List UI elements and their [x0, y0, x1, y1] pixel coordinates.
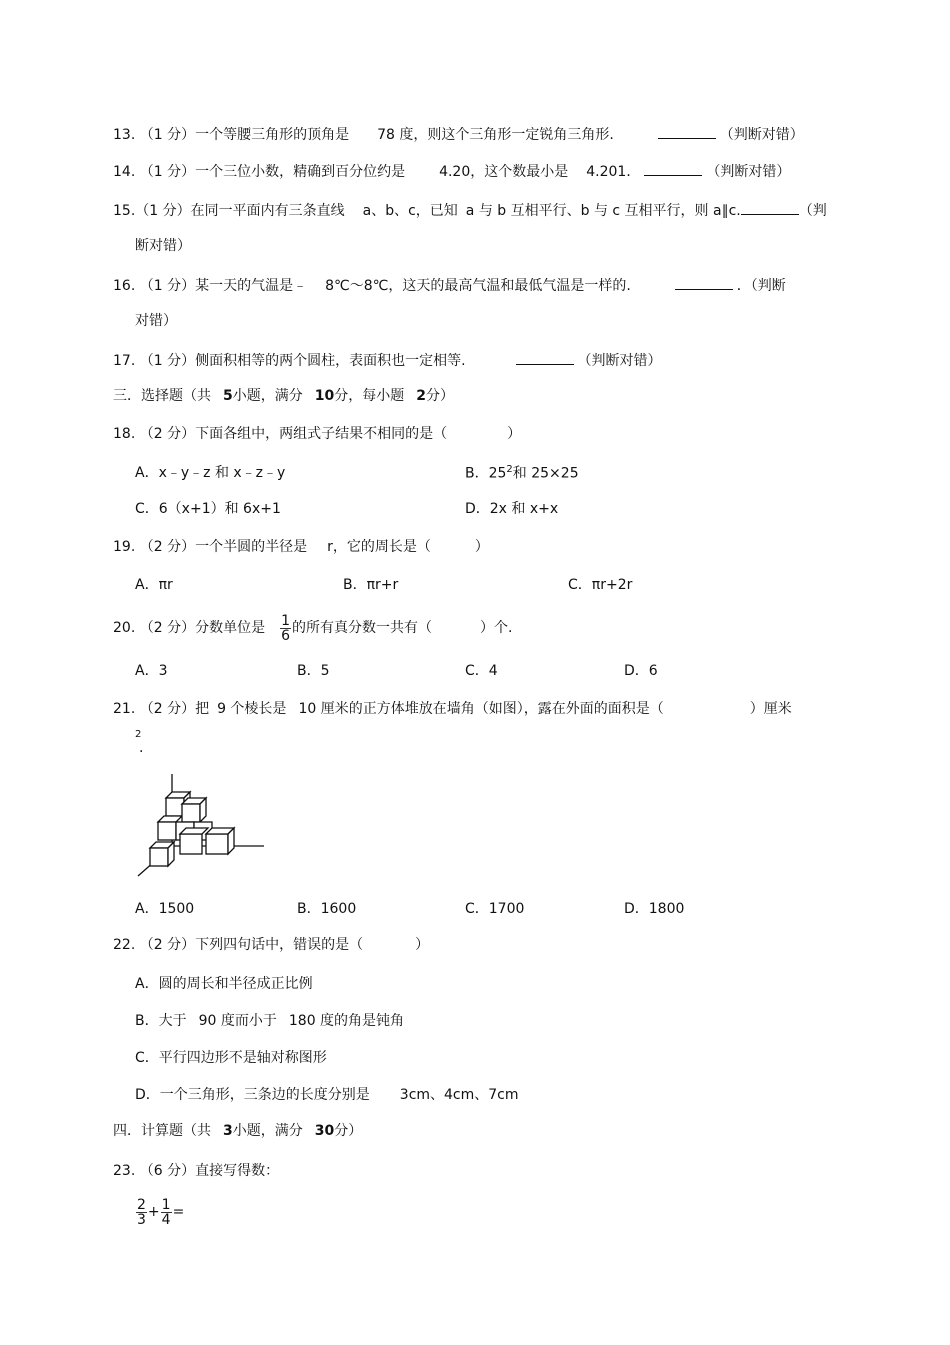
equals-sign: = [172, 1204, 185, 1220]
question-text: （1 分）一个等腰三角形的顶角是 [139, 127, 350, 143]
question-text: （1 分）在同一平面内有三条直线 [135, 203, 345, 219]
question-number: 15. [113, 203, 136, 219]
question-text: （2 分）下列四句话中，错误的是（ [139, 937, 364, 953]
option-22-d[interactable] [135, 1085, 519, 1105]
option-20-d[interactable]: D．6 [624, 663, 658, 679]
option-20-a[interactable]: A．3 [135, 663, 168, 679]
answer-blank[interactable] [516, 350, 574, 365]
answer-blank[interactable] [658, 124, 716, 139]
section-3-heading [113, 386, 454, 406]
question-text: ）厘米 [749, 701, 792, 717]
option-text: 和 25×25 [512, 465, 579, 482]
question-text: （2 分）下面各组中，两组式子结果不相同的是（ [139, 426, 448, 442]
cube [206, 834, 228, 854]
stacked-cubes-figure [136, 772, 266, 882]
cube [158, 816, 182, 822]
numerator: 2 [137, 1196, 146, 1213]
question-number: 17. [113, 353, 136, 369]
question-text: （1 分）某一天的气温是﹣ [139, 278, 308, 294]
section-per: 2 [416, 388, 426, 404]
question-16 [113, 275, 786, 296]
question-15-cont: 断对错） [135, 238, 191, 254]
question-20 [113, 612, 512, 644]
question-text: 10 厘米的正方体堆放在墙角（如图），露在外面的面积是（ [298, 701, 664, 717]
question-15 [113, 200, 827, 221]
section-count: 3 [223, 1123, 233, 1139]
question-text: ） [507, 426, 522, 442]
section-score: 10 [314, 388, 335, 404]
plus-sign: + [147, 1204, 160, 1220]
judge-label: （判断对错） [719, 127, 804, 143]
question-number: 18. [113, 426, 136, 442]
question-17 [113, 350, 662, 371]
question-text: ） [415, 937, 430, 953]
question-text: 的所有真分数一共有（ [292, 620, 432, 636]
denominator: 4 [161, 1211, 171, 1228]
judge-label: ．（判断 [736, 278, 786, 294]
section-text: 分） [425, 388, 454, 404]
question-text: （2 分）分数单位是 [139, 620, 266, 636]
numerator: 1 [281, 612, 290, 629]
question-14 [113, 161, 790, 182]
sentence-end: . [139, 740, 144, 756]
question-text: a、b、c，已知 [362, 203, 458, 219]
option-18-b[interactable] [465, 460, 579, 484]
question-16-cont: 对错） [135, 313, 177, 329]
section-text: 分） [334, 1123, 363, 1139]
question-text: （1 分）一个三位小数，精确到百分位约是 [139, 164, 406, 180]
question-text: 4.20，这个数最小是 [439, 164, 569, 180]
question-text: （2 分）把 [139, 701, 210, 717]
option-19-b[interactable]: B．πr+r [343, 577, 399, 593]
fraction-one-quarter [161, 1198, 172, 1227]
question-text: （2 分）一个半圆的半径是 [139, 539, 308, 555]
option-22-a[interactable]: A．圆的周长和半径成正比例 [135, 976, 313, 992]
section-text: 三．选择题（共 [113, 388, 211, 404]
option-21-d[interactable]: D．1800 [624, 901, 685, 917]
question-18 [113, 424, 521, 444]
section-score: 30 [314, 1123, 335, 1139]
question-19 [113, 537, 489, 557]
question-number: 13. [113, 127, 136, 143]
numerator: 1 [161, 1196, 171, 1213]
section-text: 分，每小题 [334, 388, 405, 404]
section-count: 5 [223, 388, 233, 404]
judge-label: （判断对错） [706, 164, 791, 180]
answer-blank[interactable] [741, 200, 799, 215]
option-22-b[interactable] [135, 1011, 404, 1031]
question-number: 23. [113, 1163, 136, 1179]
section-text: 小题，满分 [232, 1123, 303, 1139]
option-text: 90 度而小于 [198, 1013, 277, 1029]
question-text: a 与 b 互相平行、b 与 c 互相平行，则 a∥c. [465, 203, 741, 219]
option-20-b[interactable]: B．5 [297, 663, 330, 679]
question-21 [113, 699, 792, 719]
question-13 [113, 124, 804, 145]
judge-label: （判断对错） [577, 353, 662, 369]
question-text: ） [474, 539, 489, 555]
option-text: 180 度的角是钝角 [288, 1013, 405, 1029]
fraction-one-sixth [280, 614, 291, 643]
option-19-a[interactable]: A．πr [135, 577, 173, 593]
question-22 [113, 935, 429, 955]
superscript: 2 [506, 464, 513, 475]
question-text: 78 度，则这个三角形一定锐角三角形. [377, 127, 614, 143]
option-19-c[interactable]: C．πr+2r [568, 577, 633, 593]
option-text: D．一个三角形，三条边的长度分别是 [135, 1087, 370, 1103]
option-21-a[interactable]: A．1500 [135, 901, 195, 917]
unit-superscript: 2 [135, 729, 142, 740]
option-21-b[interactable]: B．1600 [297, 901, 357, 917]
question-number: 16. [113, 278, 136, 294]
denominator: 6 [281, 627, 290, 644]
option-18-d[interactable]: D．2x 和 x+x [465, 501, 559, 517]
section-4-heading [113, 1121, 362, 1141]
question-number: 20. [113, 620, 136, 636]
question-text: r，它的周长是（ [327, 539, 431, 555]
judge-label: （判 [798, 203, 827, 219]
cube [166, 798, 184, 816]
cube [180, 834, 202, 854]
option-18-c[interactable]: C．6（x+1）和 6x+1 [135, 501, 281, 517]
question-number: 19. [113, 539, 136, 555]
option-20-c[interactable]: C．4 [465, 663, 498, 679]
option-21-c[interactable]: C．1700 [465, 901, 525, 917]
option-18-a[interactable]: A．x﹣y﹣z 和 x﹣z﹣y [135, 465, 286, 481]
question-text: 8℃～8℃，这天的最高气温和最低气温是一样的. [325, 278, 631, 294]
expression-2-3-plus-1-4 [135, 1192, 184, 1232]
option-text: B．大于 [135, 1013, 187, 1029]
section-text: 小题，满分 [232, 388, 303, 404]
question-number: 22. [113, 937, 136, 953]
question-number: 21. [113, 701, 136, 717]
question-text: （6 分）直接写得数： [139, 1163, 280, 1179]
fraction-two-thirds [136, 1198, 147, 1227]
question-text: （1 分）侧面积相等的两个圆柱，表面积也一定相等. [139, 353, 466, 369]
answer-blank[interactable] [644, 161, 702, 176]
question-number: 14. [113, 164, 136, 180]
question-23 [113, 1161, 279, 1181]
question-text: 4.201． [586, 164, 641, 180]
question-text: 9 个棱长是 [217, 701, 287, 717]
answer-blank[interactable] [675, 275, 733, 290]
option-22-c[interactable]: C．平行四边形不是轴对称图形 [135, 1050, 327, 1066]
question-text: ）个. [480, 620, 513, 636]
section-text: 四．计算题（共 [113, 1123, 211, 1139]
option-text: B．25 [465, 465, 507, 482]
option-text: 3cm、4cm、7cm [399, 1087, 519, 1103]
denominator: 3 [137, 1211, 146, 1228]
